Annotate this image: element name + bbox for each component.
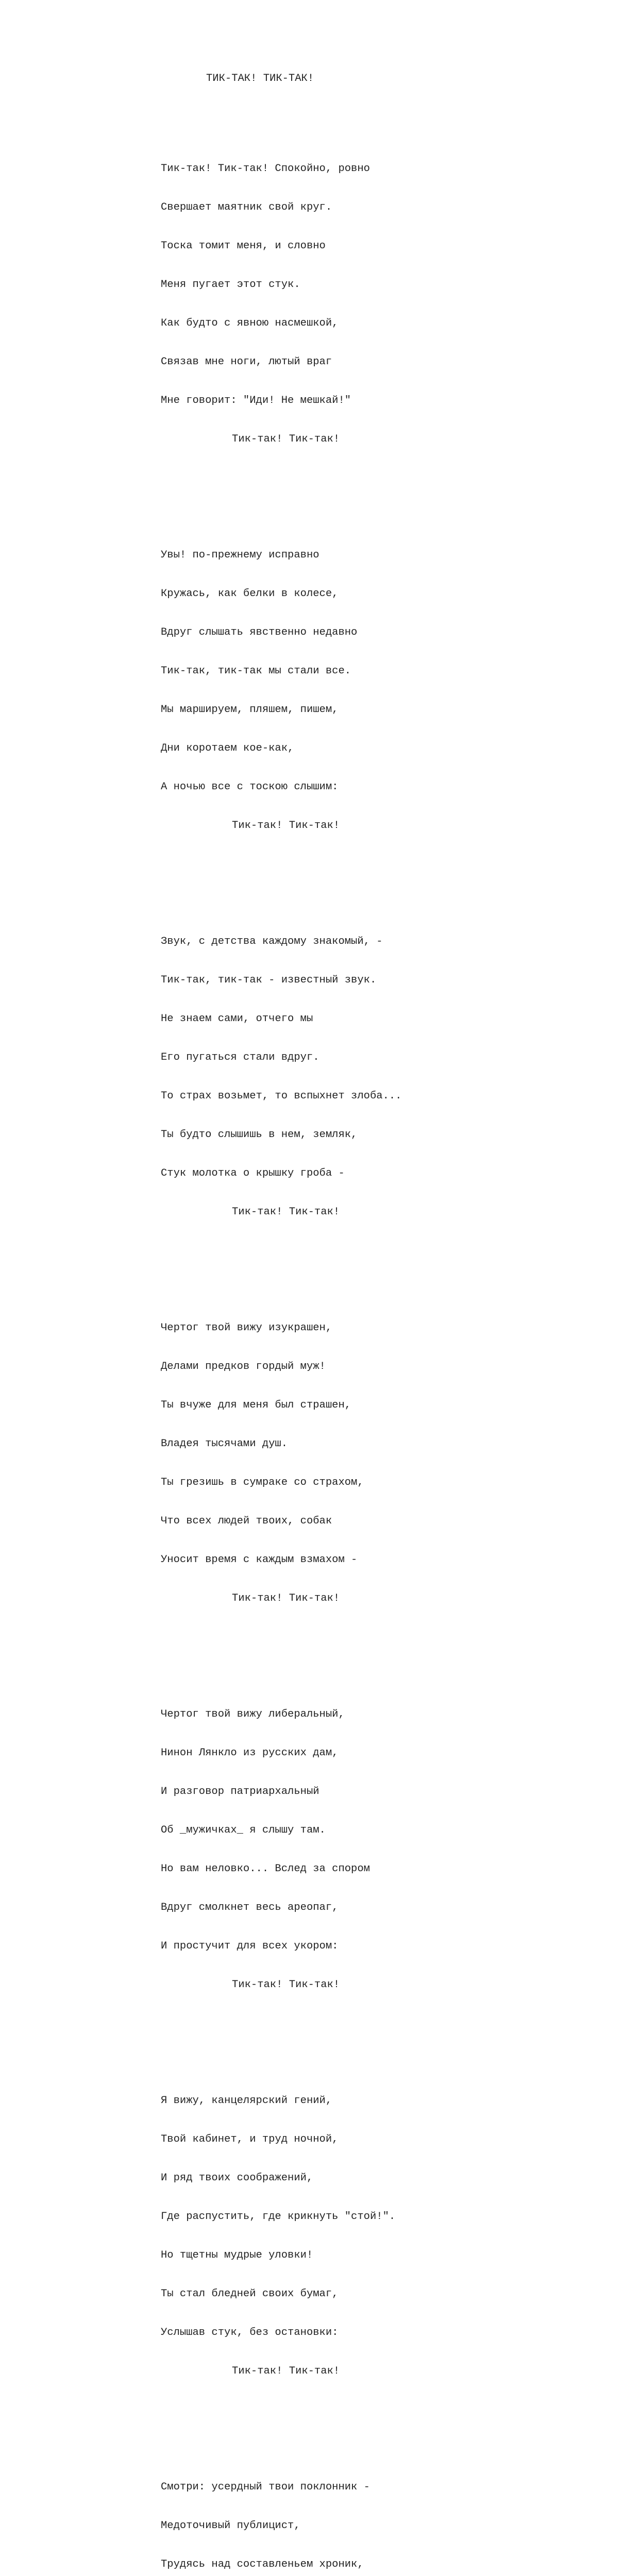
poem-title: ТИК-ТАК! ТИК-ТАК! xyxy=(206,73,314,84)
stanza-5 xyxy=(161,1682,401,2017)
poem-line: Мы маршируем, пляшем, пишем, xyxy=(161,704,339,716)
poem-line: Стук молотка о крышку гроба - xyxy=(161,1167,345,1179)
poem-line: Смотри: усердный твои поклонник - xyxy=(161,2481,370,2493)
poem-line: Вдруг слышать явственно недавно xyxy=(161,626,358,638)
poem-line: Тик-так, тик-так мы стали все. xyxy=(161,665,351,677)
poem-line: И разговор патриархальный xyxy=(161,1786,319,1798)
stanza-1 xyxy=(161,137,401,471)
poem xyxy=(161,46,401,2576)
poem-line: Твой кабинет, и труд ночной, xyxy=(161,2133,339,2145)
stanza-7 xyxy=(161,2455,401,2576)
poem-line: Я вижу, канцелярский гений, xyxy=(161,2095,332,2107)
poem-line: Дни коротаем кое-как, xyxy=(161,742,294,754)
poem-line: Чертог твой вижу изукрашен, xyxy=(161,1322,332,1334)
poem-line: Ты вчуже для меня был страшен, xyxy=(161,1399,351,1411)
poem-line: Не знаем сами, отчего мы xyxy=(161,1013,313,1025)
poem-refrain: Тик-так! Тик-так! xyxy=(232,1206,340,1218)
poem-line: А ночью все с тоскою слышим: xyxy=(161,781,339,793)
poem-refrain: Тик-так! Тик-так! xyxy=(232,1592,340,1604)
stanza-3 xyxy=(161,909,401,1244)
poem-line: Ты стал бледней своих бумаг, xyxy=(161,2288,339,2300)
poem-line: Делами предков гордый муж! xyxy=(161,1361,326,1372)
poem-line: И простучит для всех укором: xyxy=(161,1940,339,1952)
poem-line: Что всех людей твоих, собак xyxy=(161,1515,332,1527)
poem-refrain: Тик-так! Тик-так! xyxy=(232,433,340,445)
poem-line: Ты будто слышишь в нем, земляк, xyxy=(161,1129,358,1141)
poem-line: Трудясь над составленьем хроник, xyxy=(161,2558,364,2570)
poem-line: Как будто с явною насмешкой, xyxy=(161,317,339,329)
poem-line: Но тщетны мудрые уловки! xyxy=(161,2249,313,2261)
poem-refrain: Тик-так! Тик-так! xyxy=(232,2365,340,2377)
poem-line: Вдруг смолкнет весь ареопаг, xyxy=(161,1902,339,1913)
poem-refrain: Тик-так! Тик-так! xyxy=(232,820,340,832)
stanza-2 xyxy=(161,523,401,858)
poem-line: Звук, с детства каждому знакомый, - xyxy=(161,936,383,947)
poem-line: Но вам неловко... Вслед за спором xyxy=(161,1863,370,1875)
poem-line: Связав мне ноги, лютый враг xyxy=(161,356,332,368)
poem-line: Услышав стук, без остановки: xyxy=(161,2327,339,2338)
poem-line: Чертог твой вижу либеральный, xyxy=(161,1708,345,1720)
poem-line: То страх возьмет, то вспыхнет злоба... xyxy=(161,1090,402,1102)
poem-line: Кружась, как белки в колесе, xyxy=(161,588,339,600)
poem-line: Владея тысячами душ. xyxy=(161,1438,288,1450)
poem-line: Где распустить, где крикнуть "стой!". xyxy=(161,2211,396,2223)
poem-line: Нинон Лянкло из русских дам, xyxy=(161,1747,339,1759)
stanza-4 xyxy=(161,1296,401,1631)
poem-refrain: Тик-так! Тик-так! xyxy=(232,1979,340,1991)
poem-line: Мне говорит: "Иди! Не мешкай!" xyxy=(161,395,351,406)
poem-line: Тоска томит меня, и словно xyxy=(161,240,326,252)
poem-line: Уносит время с каждым взмахом - xyxy=(161,1554,358,1566)
poem-line: Тик-так! Тик-так! Спокойно, ровно xyxy=(161,163,370,175)
poem-line: Свершает маятник свой круг. xyxy=(161,201,332,213)
poem-line: Медоточивый публицист, xyxy=(161,2520,300,2532)
poem-line: Ты грезишь в сумраке со страхом, xyxy=(161,1477,364,1488)
poem-line: Его пугаться стали вдруг. xyxy=(161,1052,319,1063)
poem-line: Увы! по-прежнему исправно xyxy=(161,549,319,561)
stanza-6 xyxy=(161,2069,401,2403)
poem-line: Меня пугает этот стук. xyxy=(161,279,300,291)
poem-line: И ряд твоих соображений, xyxy=(161,2172,313,2184)
poem-line: Об _мужичках_ я слышу там. xyxy=(161,1824,326,1836)
poem-line: Тик-так, тик-так - известный звук. xyxy=(161,974,377,986)
